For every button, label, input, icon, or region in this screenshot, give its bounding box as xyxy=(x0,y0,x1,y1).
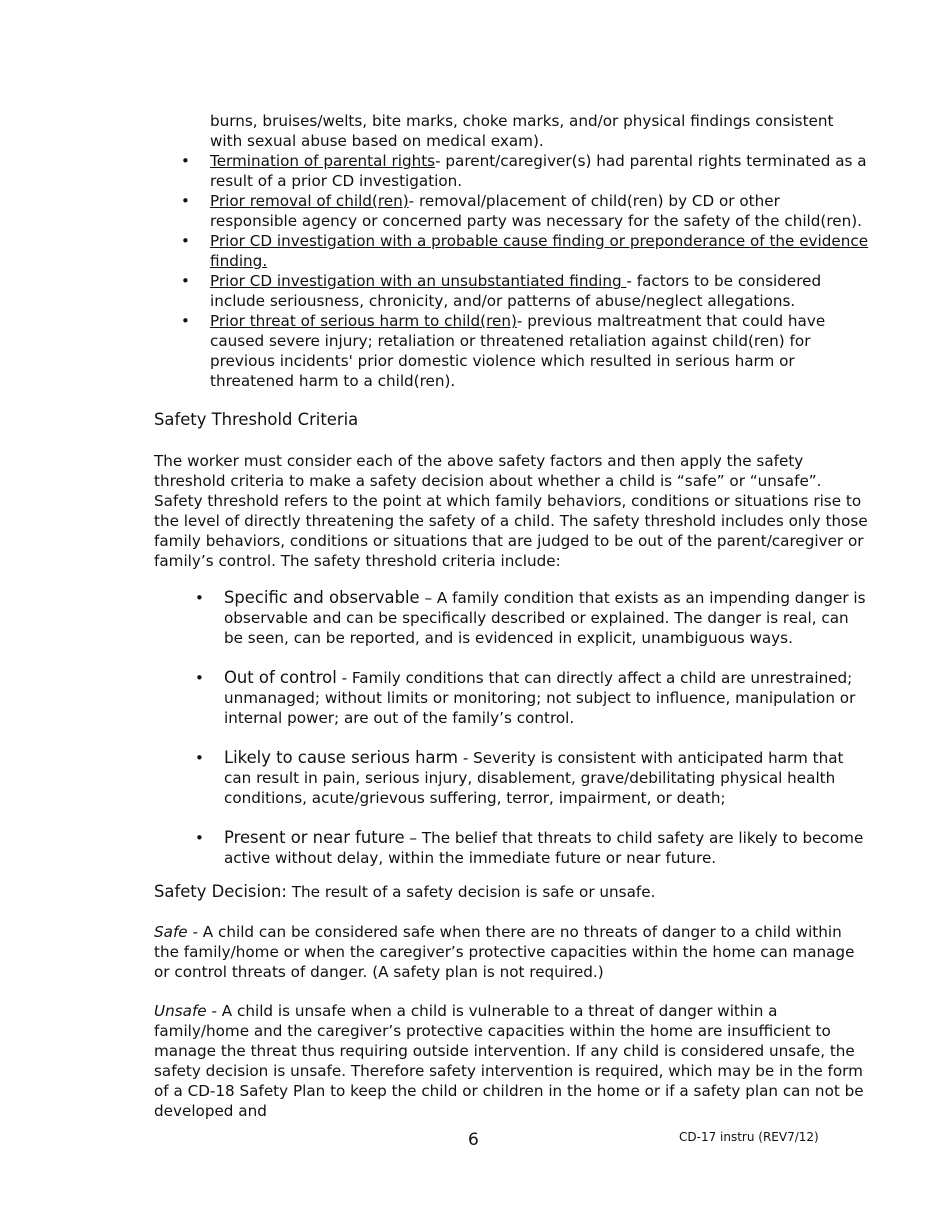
safety-factor-list xyxy=(154,111,869,391)
list-item-term: Termination of parental rights xyxy=(210,152,436,170)
threshold-criteria-list xyxy=(154,588,869,888)
criteria-title: Likely to cause serious harm xyxy=(224,748,459,767)
list-item xyxy=(154,271,869,311)
list-item-term: Prior CD investigation with a probable cause finding or preponderance of the evidence finding. xyxy=(210,232,869,270)
safe-term: Safe xyxy=(154,923,188,941)
threshold-paragraph: The worker must consider each of the above safety factors and then apply the safety threshold criteria to make a safety decision about whether a child is “safe” or “unsafe”. Safety threshold refers to the point at which family behaviors, conditions or situations rise to the level of directly threatening the safety of a child. The safety threshold includes only those family behaviors, conditions or situations that are judged to be out of the parent/caregiver or family’s control. The safety threshold criteria include: xyxy=(154,452,868,570)
criteria-text: – The belief that threats to child safety are likely to become active without delay, within the immediate future or near future. xyxy=(224,829,864,867)
list-item xyxy=(154,311,869,391)
form-code: CD-17 instru (REV7/12) xyxy=(679,1130,819,1144)
safe-text: - A child can be considered safe when there are no threats of danger to a child within the family/home or when the caregiver’s protective capacities within the home can manage or control threats of danger. (A safety plan is not required.) xyxy=(154,923,855,981)
unsafe-text: - A child is unsafe when a child is vulnerable to a threat of danger within a family/home and the caregiver’s protective capacities within the home are insufficient to manage the threat thus requiring outside intervention. If any child is considered unsafe, the safety decision is unsafe. Therefore safety intervention is required, which may be in the form of a CD-18 Safety Plan to keep the child or children in the home or if a safety plan can not be developed and xyxy=(154,1002,864,1120)
criteria-title: Present or near future xyxy=(224,828,405,847)
safety-decision-paragraph xyxy=(154,882,869,902)
list-item-term: Prior CD investigation with an unsubstantiated finding xyxy=(210,272,627,290)
list-item-text: - previous maltreatment that could have caused severe injury; retaliation or threatened retaliation against child(ren) for previous incidents' prior domestic violence which resulted in serious harm or threatened harm to a child(ren). xyxy=(210,312,826,390)
page-number: 6 xyxy=(468,1130,479,1150)
criteria-text: - Family conditions that can directly affect a child are unrestrained; unmanaged; without limits or monitoring; not subject to influence, manipulation or internal power; are out of the family’s control. xyxy=(224,669,856,727)
section-heading: Safety Threshold Criteria xyxy=(154,410,359,429)
unsafe-term: Unsafe xyxy=(154,1002,207,1020)
list-item xyxy=(154,151,869,191)
list-item xyxy=(154,191,869,231)
safety-decision-text: The result of a safety decision is safe or unsafe. xyxy=(286,883,656,901)
list-item-term: Prior threat of serious harm to child(ren) xyxy=(210,312,517,330)
list-continuation: burns, bruises/welts, bite marks, choke marks, and/or physical findings consistent with sexual abuse based on medical exam). xyxy=(210,112,834,150)
criteria-text: – A family condition that exists as an impending danger is observable and can be specifically described or explained. The danger is real, can be seen, can be reported, and is evidenced in explicit, unambiguous ways. xyxy=(224,589,866,647)
list-item xyxy=(154,231,869,271)
criteria-title: Out of control xyxy=(224,668,337,687)
criteria-item xyxy=(154,748,869,808)
list-item-text: - parent/caregiver(s) had parental rights terminated as a result of a prior CD investigation. xyxy=(210,152,867,190)
safe-paragraph xyxy=(154,922,869,982)
list-item-text: - removal/placement of child(ren) by CD or other responsible agency or concerned party was necessary for the safety of the child(ren). xyxy=(210,192,862,230)
criteria-item xyxy=(154,828,869,868)
criteria-text: - Severity is consistent with anticipated harm that can result in pain, serious injury, disablement, grave/debilitating physical health conditions, acute/grievous suffering, terror, impairment, or death; xyxy=(224,749,844,807)
safety-decision-lead: Safety Decision: xyxy=(154,882,287,901)
criteria-title: Specific and observable xyxy=(224,588,420,607)
unsafe-paragraph xyxy=(154,1001,869,1121)
list-item-term: Prior removal of child(ren) xyxy=(210,192,409,210)
criteria-item xyxy=(154,668,869,728)
criteria-item xyxy=(154,588,869,648)
list-item-text: - factors to be considered include seriousness, chronicity, and/or patterns of abuse/neglect allegations. xyxy=(210,272,822,310)
